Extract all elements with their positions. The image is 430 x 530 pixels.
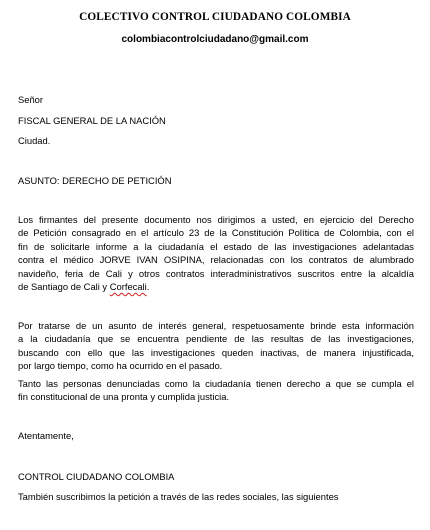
- paragraph-1-line: contra el médico JORVE IVAN OSIPINA, relacionadas con los contratos de alumbrado: [18, 254, 414, 266]
- recipient: [18, 114, 414, 127]
- closing: [18, 429, 414, 442]
- paragraph-1-last-line: [18, 280, 414, 293]
- organization-email: colombiacontrolciudadano@gmail.com: [121, 34, 309, 45]
- signature: [18, 470, 414, 483]
- city-text: Ciudad.: [18, 135, 51, 146]
- paragraph-1-line: Los firmantes del presente documento nos dirigimos a usted, en ejercicio del Derecho: [18, 214, 414, 225]
- salutation: [18, 93, 414, 106]
- city: [18, 134, 414, 147]
- paragraph-1-last-prefix: de Santiago de Cali y: [18, 281, 110, 293]
- paragraph-3: [18, 377, 414, 404]
- paragraph-2: [18, 319, 414, 373]
- paragraph-1-last-suffix: .: [146, 281, 150, 293]
- subject: [18, 174, 414, 187]
- postscript-text: También suscribimos la petición a través de las redes sociales, las siguientes: [18, 491, 339, 502]
- paragraph-2-line: Por tratarse de un asunto de interés general, respetuosamente brinde esta información: [18, 320, 414, 331]
- paragraph-2-line: a la ciudadanía que se encuentra pendiente de las resultas de las investigaciones,: [18, 333, 414, 345]
- paragraph-3-last-line: fin constitucional de una pronta y cumplida justicia.: [18, 391, 230, 403]
- paragraph-1: [18, 213, 414, 293]
- paragraph-1-line: de Petición consagrado en el artículo 23 de la Constitución Política de Colombia, con el: [18, 227, 414, 239]
- paragraph-3-line: Tanto las personas denunciadas como la ciudadanía tienen derecho a que se cumpla el: [18, 378, 414, 389]
- recipient-text: FISCAL GENERAL DE LA NACIÓN: [18, 115, 166, 126]
- postscript: [18, 490, 414, 503]
- paragraph-1-line: fin de solicitarle informe a la ciudadanía el estado de las investigaciones adelantadas: [18, 240, 414, 252]
- paragraph-1-line: navideño, feria de Cali y otros contratos interadministrativos suscritos entre la alcaldía: [18, 267, 414, 279]
- spellcheck-flagged-word[interactable]: Corfecali: [109, 281, 147, 293]
- subject-text: ASUNTO: DERECHO DE PETICIÓN: [18, 175, 172, 186]
- paragraph-2-last-line: por largo tiempo, como ha ocurrido en el pasado.: [18, 360, 223, 372]
- paragraph-2-line: buscando con ello que las investigaciones queden inactivas, de manera injustificada,: [18, 346, 414, 358]
- signature-text: CONTROL CIUDADANO COLOMBIA: [18, 471, 175, 482]
- organization-title: COLECTIVO CONTROL CIUDADANO COLOMBIA: [79, 11, 351, 23]
- salutation-text: Señor: [18, 94, 44, 105]
- closing-text: Atentamente,: [18, 430, 74, 441]
